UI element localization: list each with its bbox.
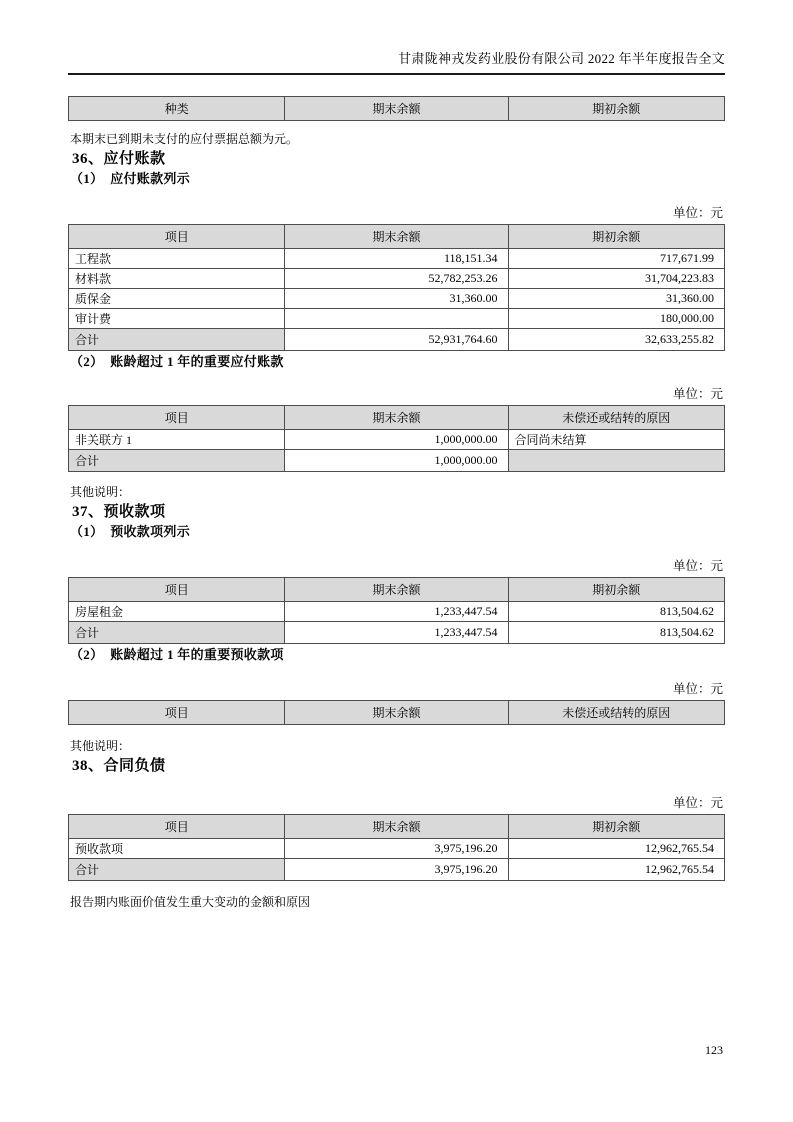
section-36-title: 36、应付账款 <box>72 151 166 167</box>
amount-cell: 813,504.62 <box>508 602 725 622</box>
table-header-cell: 项目 <box>69 701 285 725</box>
other-notes-label: 其他说明： <box>70 739 131 753</box>
unit-label: 单位：元 <box>672 796 723 810</box>
total-row <box>69 329 725 351</box>
row-label-cell: 材料款 <box>69 269 285 289</box>
total-label-cell: 合计 <box>69 622 285 644</box>
amount-cell: 12,962,765.54 <box>508 839 725 859</box>
table-header-cell: 期初余额 <box>508 578 725 602</box>
amount-cell: 32,633,255.82 <box>508 329 725 351</box>
amount-cell: 1,233,447.54 <box>285 602 508 622</box>
total-label-cell: 合计 <box>69 450 285 472</box>
row-label-cell: 工程款 <box>69 249 285 269</box>
total-row <box>69 622 725 644</box>
table-header-cell: 未偿还或结转的原因 <box>508 701 725 725</box>
table-header-cell: 项目 <box>69 406 285 430</box>
table-row <box>69 839 725 859</box>
unit-label: 单位：元 <box>672 682 723 696</box>
row-label-cell: 预收款项 <box>69 839 285 859</box>
section-38-title: 38、合同负债 <box>72 758 166 774</box>
amount-cell: 3,975,196.20 <box>285 859 508 881</box>
table-header-cell: 种类 <box>69 97 285 121</box>
section-37-sub2-title: （2） 账龄超过 1 年的重要预收款项 <box>70 647 284 662</box>
table-header-row <box>69 578 725 602</box>
table-header-cell: 期初余额 <box>508 225 725 249</box>
advances-received-list-table <box>68 577 725 644</box>
row-label-cell: 非关联方 1 <box>69 430 285 450</box>
table-row <box>69 289 725 309</box>
amount-cell: 31,360.00 <box>508 289 725 309</box>
advances-received-aging-table <box>68 700 725 725</box>
carrying-value-change-note: 报告期内账面价值发生重大变动的金额和原因 <box>70 895 311 909</box>
amount-cell: 180,000.00 <box>508 309 725 329</box>
section-37-sub1-title: （1） 预收款项列示 <box>70 524 191 539</box>
table-row <box>69 430 725 450</box>
accounts-payable-list-table <box>68 224 725 351</box>
table-header-row <box>69 815 725 839</box>
table-header-cell: 项目 <box>69 225 285 249</box>
doc-header-title: 甘肃陇神戎发药业股份有限公司 2022 年半年度报告全文 <box>398 51 725 66</box>
amount-cell: 717,671.99 <box>508 249 725 269</box>
total-label-cell: 合计 <box>69 859 285 881</box>
section-36-sub2-title: （2） 账龄超过 1 年的重要应付账款 <box>70 354 284 369</box>
amount-cell: 52,782,253.26 <box>285 269 508 289</box>
row-label-cell: 质保金 <box>69 289 285 309</box>
table-header-row <box>69 225 725 249</box>
amount-cell: 118,151.34 <box>285 249 508 269</box>
table-header-row <box>69 406 725 430</box>
table-header-cell: 期末余额 <box>285 701 508 725</box>
table-header-cell: 项目 <box>69 578 285 602</box>
unit-label: 单位：元 <box>672 206 723 220</box>
table-header-cell: 期末余额 <box>285 815 508 839</box>
accounts-payable-aging-table <box>68 405 725 472</box>
amount-cell: 52,931,764.60 <box>285 329 508 351</box>
table-header-cell: 期末余额 <box>285 225 508 249</box>
table-header-cell: 期初余额 <box>508 815 725 839</box>
amount-cell: 1,000,000.00 <box>285 430 508 450</box>
table-row <box>69 269 725 289</box>
total-label-cell: 合计 <box>69 329 285 351</box>
table-row <box>69 309 725 329</box>
table-header-row <box>69 97 725 121</box>
bills-due-note: 本期末已到期未支付的应付票据总额为元。 <box>70 132 299 146</box>
doc-header <box>68 48 725 75</box>
table-header-cell: 项目 <box>69 815 285 839</box>
table-header-cell: 期末余额 <box>285 578 508 602</box>
table-header-cell: 期末余额 <box>285 406 508 430</box>
amount-cell: 813,504.62 <box>508 622 725 644</box>
table-header-row <box>69 701 725 725</box>
contract-liabilities-table <box>68 814 725 881</box>
section-36-sub1-title: （1） 应付账款列示 <box>70 171 191 186</box>
table-row <box>69 602 725 622</box>
table-header-cell: 期末余额 <box>285 97 508 121</box>
amount-cell <box>285 309 508 329</box>
unit-label: 单位：元 <box>672 559 723 573</box>
amount-cell: 3,975,196.20 <box>285 839 508 859</box>
amount-cell: 31,704,223.83 <box>508 269 725 289</box>
total-row <box>69 859 725 881</box>
total-row <box>69 450 725 472</box>
section-37-title: 37、预收款项 <box>72 504 166 520</box>
table-row <box>69 249 725 269</box>
page-number: 123 <box>705 1043 723 1057</box>
amount-cell: 12,962,765.54 <box>508 859 725 881</box>
table-header-cell: 未偿还或结转的原因 <box>508 406 725 430</box>
other-notes-label: 其他说明： <box>70 485 131 499</box>
amount-cell: 1,000,000.00 <box>285 450 508 472</box>
reason-cell <box>508 450 725 472</box>
table-header-cell: 期初余额 <box>508 97 725 121</box>
amount-cell: 31,360.00 <box>285 289 508 309</box>
unit-label: 单位：元 <box>672 387 723 401</box>
row-label-cell: 房屋租金 <box>69 602 285 622</box>
row-label-cell: 审计费 <box>69 309 285 329</box>
reason-cell: 合同尚未结算 <box>508 430 725 450</box>
page-content <box>68 48 725 910</box>
amount-cell: 1,233,447.54 <box>285 622 508 644</box>
bills-payable-type-table <box>68 96 725 121</box>
